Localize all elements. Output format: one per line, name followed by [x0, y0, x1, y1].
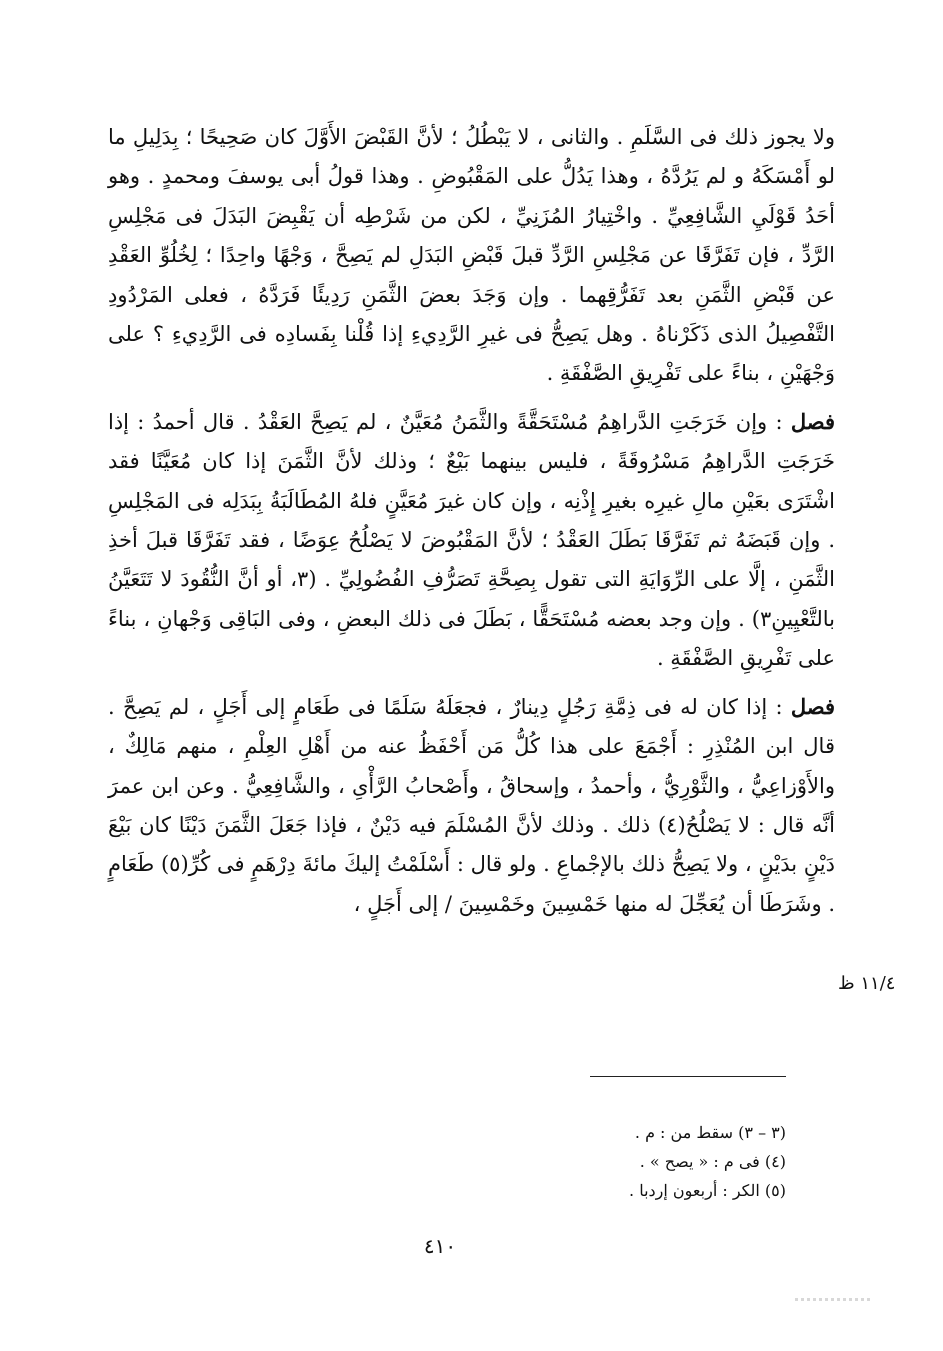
- paragraph-3: [108, 687, 835, 924]
- footnote-divider: [590, 1076, 786, 1077]
- footnotes: [560, 1118, 786, 1205]
- manuscript-folio-note: ١١/٤ ظ: [838, 973, 896, 994]
- footnote-4: (٤) فى م : « يصح » .: [639, 1152, 786, 1171]
- page-number: ٤١٠: [423, 1234, 457, 1258]
- paragraph-1: [108, 118, 835, 394]
- footnote-3: (٣ – ٣) سقط من : م .: [634, 1123, 786, 1142]
- footnote-5: (٥) الكر : أربعون إردبا .: [629, 1181, 786, 1200]
- section-heading-fasl: فصل: [790, 408, 835, 434]
- main-text: [108, 118, 835, 924]
- scan-artifact: [795, 1298, 870, 1301]
- paragraph-1-text: ولا يجوز ذلك فى السَّلَمِ . والثانى ، لا يَبْطُلُ ؛ لأنَّ القَبْضَ الأَوَّلَ كان صَحِيحًا ؛ بِدَلِيلِ ما لو أَمْسَكَهُ و لم يَرُدَّهُ ، وهذا يَدُلُّ على المَقْبُوضِ . وهذا قولُ أبى يوسفَ ومحمدٍ . وهو أحَدُ قَوْلَيِ الشَّافِعِيِّ . واخْتِيارُ المُزَنِيِّ ، لكن من شَرْطِه أن يَقْبِضَ البَدَلَ فى مَجْلِسِ الرَّدِّ ، فإن تَفَرَّقَا عن مَجْلِسِ الرَّدِّ قبلَ قَبْضِ البَدَلِ لم يَصِحَّ ، وَجْهًا واحِدًا ؛ لِخُلُوِّ العَقْدِ عن قَبْضِ الثَّمَنِ بعد تَفَرُّقِهما . وإن وَجَدَ بعضَ الثَّمَنِ رَدِيئًا فَرَدَّهُ ، فعلى المَرْدُودِ التَّفْصِيلُ الذى ذَكَرْناهُ . وهل يَصِحُّ فى غيرِ الرَّدِيءِ إذا قُلْنا بِفَسادِه فى الرَّدِيءِ ؟ على وَجْهَيْنِ ، بناءً على تَفْرِيقِ الصَّفْقَةِ .: [108, 125, 835, 386]
- paragraph-3-text: : إذا كان له فى ذِمَّةِ رَجُلٍ دِينارٌ ، فجعَلَهُ سَلَمًا فى طَعَامٍ إلى أَجَلٍ ، لم يَصِحَّ . قال ابن المُنْذِرِ : أَجْمَعَ على هذا كُلُّ مَن أَحْفَظُ عنه من أَهْلِ العِلْمِ ، منهم مَالِكٌ ، والأَوْزاعِيُّ ، والثَّوْرِيُّ ، وأحمدُ ، وإسحاقُ ، وأَصْحابُ الرَّأْىِ ، والشَّافِعِيُّ . وعن ابن عمرَ أنَّه قال : لا يَصْلُحُ(٤) ذلك . وذلك لأنَّ المُسْلَمَ فيه دَيْنٌ ، فإذا جَعَلَ الثَّمَنَ دَيْنًا كان بَيْعَ دَيْنٍ بدَيْنٍ ، ولا يَصِحُّ ذلك بالإجْماعِ . ولو قال : أَسْلَمْتُ إليكَ مائةَ دِرْهَمٍ فى كُرِّ(٥) طَعَامٍ . وشَرَطَا أن يُعَجِّلَ له منها خَمْسِينَ وخَمْسِينَ / إلى أَجَلٍ ،: [108, 694, 835, 916]
- section-heading-fasl: فصل: [790, 693, 835, 719]
- paragraph-2-text: : وإن خَرَجَتِ الدَّراهِمُ مُسْتَحَقَّةً والثَّمَنُ مُعَيَّنٌ ، لم يَصِحَّ العَقْدُ . قال أحمدُ : إذا خَرَجَتِ الدَّراهِمُ مَسْرُوقَةً ، فليس بينهما بَيْعٌ ؛ وذلك لأنَّ الثَّمَنَ إذا كان مُعَيَّنًا فقد اشْتَرَى بعَيْنِ مالِ غيرِه بغيرِ إِذْنِه ، وإن كان غيرَ مُعَيَّنٍ فلهُ المُطَالَبَةُ بِبَدَلِه فى المَجْلِسِ . وإن قَبَضَهُ ثم تَفَرَّقَا بَطَلَ العَقْدُ ؛ لأنَّ المَقْبُوضَ لا يَصْلُحُ عِوَضًا ، فقد تَفَرَّقَا قبلَ أخذِ الثَّمَنِ ، إلَّا على الرِّوَايَةِ التى تقول بِصِحَّةِ تَصَرُّفِ الفُضُولِيِّ . (٣، أو أنَّ النُّقُودَ لا تَتَعَيَّنُ بالتَّعْيِينِ٣) . وإن وجد بعضه مُسْتَحَقًّا ، بَطَلَ فى ذلك البعضِ ، وفى البَاقِى وَجْهانِ ، بناءً على تَفْرِيقِ الصَّفْقَةِ .: [108, 409, 835, 671]
- paragraph-2: [108, 402, 835, 679]
